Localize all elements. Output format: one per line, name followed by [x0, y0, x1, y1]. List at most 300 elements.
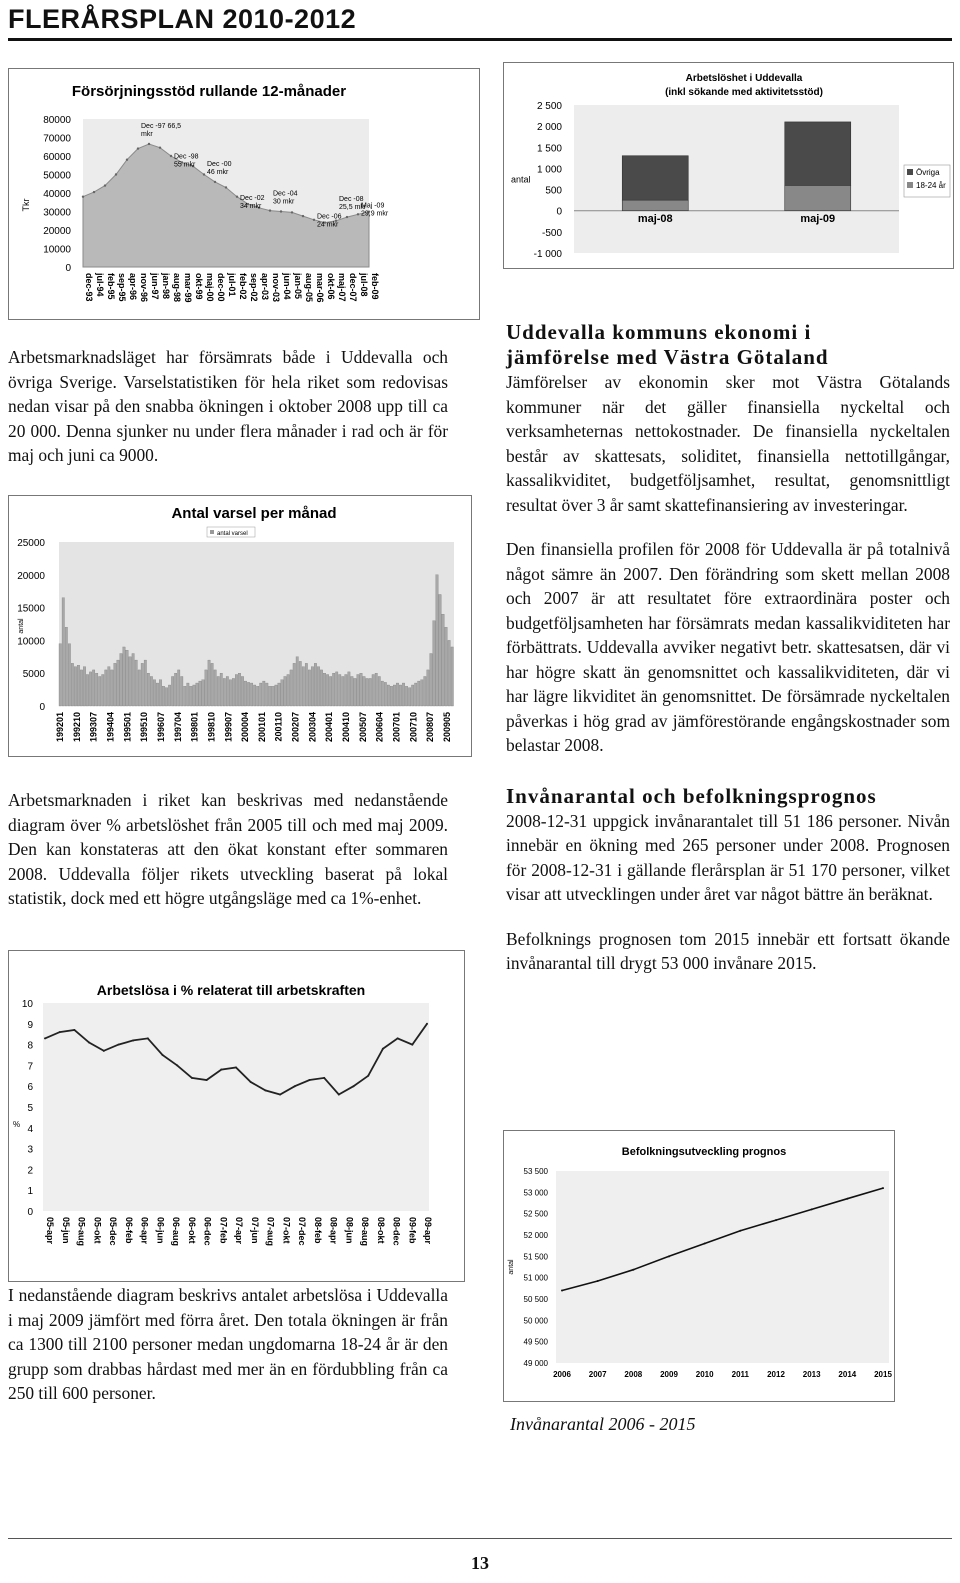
x-tick-label: aug-98	[172, 273, 182, 303]
x-tick-label: 199810	[206, 712, 217, 743]
page-title: FLERÅRSPLAN 2010-2012	[8, 4, 357, 34]
x-tick-label: 2013	[802, 1370, 821, 1379]
bar	[329, 676, 331, 706]
chart-subtitle: (inkl sökande med aktivitetsstöd)	[665, 87, 823, 98]
bar	[89, 672, 91, 706]
x-tick-label: 200410	[341, 712, 352, 743]
x-tick-label: 200710	[408, 712, 419, 743]
y-tick-label: 30000	[43, 207, 71, 219]
annotation-label: 24 mkr	[317, 221, 339, 229]
annotation-label: 29,9 mkr	[361, 210, 389, 218]
bar	[102, 675, 104, 706]
data-point	[811, 1208, 813, 1210]
bar	[284, 676, 286, 706]
y-axis-label: Tkr	[21, 198, 31, 212]
data-point	[104, 184, 106, 186]
bar	[247, 682, 249, 706]
data-point	[214, 181, 216, 183]
bar	[299, 661, 301, 706]
x-tick-label: 199307	[88, 712, 99, 743]
forsorjningsstod-chart	[8, 68, 480, 320]
bar	[399, 685, 401, 706]
y-tick-label: 5000	[22, 669, 45, 681]
y-tick-label: 10	[21, 999, 33, 1010]
bar	[114, 663, 116, 706]
bar	[174, 673, 176, 706]
y-tick-label: 15000	[17, 603, 45, 615]
y-tick-label: 3	[27, 1144, 33, 1156]
bar	[442, 614, 444, 706]
data-point	[367, 1075, 369, 1077]
bar	[257, 686, 259, 706]
y-tick-label: 40000	[43, 189, 71, 200]
legend-swatch-18-24	[907, 182, 913, 188]
y-tick-label: 1 500	[536, 143, 562, 155]
x-tick-label: apr-96	[128, 273, 138, 301]
x-tick-label: mar-06	[315, 273, 325, 303]
y-tick-label: 60000	[43, 152, 71, 163]
bar	[345, 675, 347, 706]
data-point	[302, 215, 304, 217]
bar	[65, 627, 67, 706]
y-tick-label: 52 000	[523, 1231, 548, 1240]
chart-title: Arbetslösa i % relaterat till arbetskraften	[96, 982, 366, 998]
x-tick-label: jul-08	[359, 273, 369, 297]
x-tick-label: 06-jun	[155, 1217, 166, 1244]
data-point	[170, 155, 172, 157]
data-point	[338, 1094, 340, 1096]
left-text-1: Arbetsmarknadsläget har försämrats både i Uddevalla och övriga Sverige. Varselstatistiken för hela riket som redovisas nedan visar på den snabba ökningen i oktober 2008 upp till ca 20 000. Denna sjunker nu under flera månader i rad och är för maj och juni ca 9000.	[8, 347, 448, 465]
data-point	[846, 1198, 848, 1200]
bar	[311, 667, 313, 706]
befolkning-chart	[503, 1130, 895, 1402]
bar	[95, 673, 97, 706]
x-tick-label: 05-jun	[60, 1217, 71, 1244]
bar	[111, 670, 113, 706]
bar	[302, 667, 304, 706]
bar	[165, 688, 167, 706]
x-tick-label: 07-jun	[249, 1217, 260, 1244]
bar	[250, 683, 252, 706]
x-tick-label: 2009	[660, 1370, 678, 1379]
bar	[293, 663, 295, 706]
data-point	[162, 1054, 164, 1056]
arbetslosa-procent-chart	[8, 950, 465, 1282]
chart-title: Antal varsel per månad	[171, 505, 337, 522]
bar	[314, 663, 316, 706]
x-tick-label: 199210	[71, 712, 82, 743]
x-tick-label: 08-okt	[375, 1217, 386, 1244]
chart-title: Arbetslöshet i Uddevalla	[685, 73, 803, 84]
y-tick-label: 8	[27, 1040, 33, 1052]
bar	[290, 670, 292, 706]
x-tick-label: 199607	[155, 712, 166, 743]
x-tick-label: 05-apr	[45, 1217, 55, 1245]
x-tick-label: 2006	[553, 1370, 571, 1379]
bar	[123, 647, 125, 706]
x-tick-label: jan-98	[161, 273, 171, 300]
economy-heading-line-2: jämförelse med Västra Götaland	[506, 345, 829, 369]
annotation-label: mkr	[141, 130, 153, 138]
bar	[171, 676, 173, 706]
bar	[138, 670, 140, 706]
data-point	[44, 1037, 46, 1039]
x-tick-label: 06-okt	[186, 1217, 197, 1244]
legend-swatch-ovriga	[907, 169, 913, 175]
bar	[418, 681, 420, 706]
data-point	[323, 1077, 325, 1079]
y-tick-label: 49 500	[523, 1337, 548, 1347]
bar	[196, 683, 198, 706]
economy-heading	[506, 320, 950, 370]
bar	[421, 680, 423, 706]
data-point	[739, 1230, 741, 1232]
x-tick-label: 07-aug	[265, 1217, 276, 1247]
data-point	[313, 219, 315, 221]
data-point	[291, 211, 293, 213]
y-tick-label: 0	[556, 206, 562, 218]
x-tick-label: 09-apr	[423, 1217, 433, 1245]
bar	[126, 650, 128, 706]
y-tick-label: 20000	[17, 570, 45, 582]
bar	[308, 670, 310, 706]
x-tick-label: 07-feb	[218, 1217, 229, 1244]
y-tick-label: 51 000	[523, 1273, 548, 1283]
x-tick-label: sep-02	[249, 273, 259, 302]
bar	[74, 667, 76, 706]
bar	[129, 657, 131, 706]
bar	[351, 676, 353, 706]
y-tick-label: 0	[39, 702, 45, 713]
bar	[381, 681, 383, 706]
x-tick-label: 07-dec	[297, 1217, 307, 1246]
bar	[99, 676, 101, 706]
bar	[135, 660, 137, 706]
x-tick-label: 199801	[189, 712, 200, 743]
bar	[278, 683, 280, 706]
data-point	[236, 196, 238, 198]
bar	[226, 676, 228, 706]
annotation-label: 25,5 mkr	[339, 204, 367, 212]
bar	[387, 685, 389, 706]
y-tick-label: 2	[27, 1165, 33, 1177]
y-tick-label: 50000	[43, 170, 71, 182]
data-point	[225, 186, 227, 188]
bar	[433, 621, 435, 706]
bar	[402, 683, 404, 706]
y-tick-label: 10000	[43, 244, 71, 256]
data-point	[250, 1081, 252, 1083]
x-tick-label: 200905	[442, 712, 452, 743]
data-point	[882, 1187, 884, 1189]
annotation-label: Dec -04	[273, 190, 298, 198]
data-point	[426, 1023, 428, 1025]
x-tick-label: 2010	[695, 1370, 714, 1379]
data-point	[132, 1039, 134, 1041]
arbetslosa-procent-svg	[9, 951, 464, 1281]
legend-label: antal varsel	[217, 531, 248, 537]
data-point	[411, 1044, 413, 1046]
left-paragraph-2	[8, 788, 448, 931]
y-axis-label: %	[13, 1120, 21, 1129]
x-tick-label: 2007	[588, 1370, 607, 1379]
y-tick-label: 2 000	[536, 122, 562, 134]
bar	[83, 667, 85, 706]
x-tick-label: 199907	[223, 712, 234, 743]
bar	[181, 676, 183, 706]
bar	[150, 676, 152, 706]
bar	[354, 678, 356, 706]
bar	[375, 673, 377, 706]
data-point	[220, 1069, 222, 1071]
bar	[390, 686, 392, 706]
x-tick-label: jun-04	[282, 273, 292, 300]
bar	[77, 665, 79, 706]
bar-18-24	[622, 200, 688, 211]
left-text-2: Arbetsmarknaden i riket kan beskrivas med nedanstående diagram över % arbetslöshet från 2005 till och med maj 2009. Den kan konstateras att den ökat konstant efter sommaren 2008. Uddevalla följer rikets utveckling baserat på lokal statistik, dock med ett högre utgångsläge med ca 1%-enhet.	[8, 790, 448, 908]
bar	[281, 680, 283, 706]
bar	[105, 670, 107, 706]
x-tick-label: apr-03	[260, 273, 270, 301]
bar	[68, 644, 70, 706]
y-axis-label: antal	[18, 618, 25, 634]
y-axis-label: antal	[511, 174, 531, 185]
right-text-1: Jämförelser av ekonomin sker mot Västra Götalands kommuner när det gäller finansiella nyckeltal och verksamheternas nettokostnader. De finansiella nyckeltalen består av skattesats, soliditet, finansiella nettotillgångar, kassalikviditet, budgetföljsamhet, resultat, genomsnittligt resultat över 3 år samt skattefinansiering av investeringar.	[506, 372, 950, 515]
y-tick-label: 500	[545, 185, 562, 197]
bar	[439, 594, 441, 706]
y-tick-label: 6	[27, 1082, 33, 1094]
economy-heading-line-1: Uddevalla kommuns ekonomi i	[506, 320, 812, 344]
page-header	[8, 4, 952, 42]
footer-rule	[8, 1538, 952, 1539]
bar	[168, 685, 170, 706]
data-point	[269, 209, 271, 211]
bar-18-24	[785, 185, 851, 210]
data-point	[93, 191, 95, 193]
bar	[339, 675, 341, 706]
x-tick-label: 199404	[105, 712, 116, 743]
bar	[336, 672, 338, 706]
x-tick-label: 08-aug	[360, 1217, 370, 1247]
bar	[408, 688, 410, 706]
x-tick-label: mar-99	[183, 273, 193, 303]
x-category-label: maj-09	[800, 213, 836, 226]
data-point	[235, 1066, 237, 1068]
bar	[269, 686, 271, 706]
data-point	[206, 1079, 208, 1081]
data-point	[176, 1064, 178, 1066]
annotation-label: Dec -02	[240, 195, 265, 203]
bar	[378, 676, 380, 706]
y-tick-label: 53 000	[523, 1188, 548, 1198]
data-point	[294, 1085, 296, 1087]
y-tick-label: 80000	[43, 115, 71, 126]
y-tick-label: 50 500	[523, 1295, 548, 1304]
x-tick-label: 200401	[324, 712, 335, 743]
annotation-label: Dec -98	[174, 153, 199, 161]
bar	[86, 675, 88, 706]
y-tick-label: -500	[541, 227, 562, 239]
y-tick-label: 52 500	[523, 1209, 548, 1219]
data-point	[59, 1031, 61, 1033]
y-tick-label: 9	[27, 1019, 33, 1031]
bar	[235, 675, 237, 706]
bar	[132, 654, 134, 706]
plot-area	[43, 1003, 429, 1211]
y-axis-label: antal	[508, 1259, 515, 1275]
data-point	[775, 1219, 777, 1221]
x-tick-label: 06-feb	[123, 1217, 134, 1244]
bar	[451, 647, 453, 706]
bar	[117, 660, 119, 706]
y-tick-label: 10000	[17, 636, 45, 648]
bar	[326, 675, 328, 706]
data-point	[147, 1037, 149, 1039]
bar	[187, 683, 189, 706]
bar	[296, 657, 298, 706]
right-text-3: 2008-12-31 uppgick invånarantalet till 51 186 personer. Nivån innebär en ökning med 265 personer under 2008. Prognosen för 2008-12-31 i gällande flerårsplan är 51 170 personer, vilket visar att utvecklingen under året var något bättre än beräknat.	[506, 810, 950, 904]
x-tick-label: 08-dec	[391, 1217, 402, 1246]
left-paragraph-3	[8, 1283, 448, 1426]
y-tick-label: 50 000	[523, 1316, 548, 1326]
x-tick-label: 06-aug	[171, 1217, 181, 1247]
x-tick-label: 200701	[391, 712, 402, 743]
bar	[411, 685, 413, 706]
data-point	[191, 1077, 193, 1079]
bar	[287, 675, 289, 706]
bar	[80, 670, 82, 706]
x-tick-label: aug-05	[304, 273, 314, 303]
legend-label-ovriga: Övriga	[916, 168, 940, 177]
y-tick-label: 1 000	[536, 164, 562, 176]
right-text-4: Befolknings prognosen tom 2015 innebär ett fortsatt ökande invånarantal till drygt 53 000 invånare 2015.	[506, 928, 950, 973]
data-point	[103, 1050, 105, 1052]
bar	[366, 678, 368, 706]
x-tick-label: 05-okt	[92, 1217, 103, 1244]
bar	[208, 660, 210, 706]
y-tick-label: 49 000	[523, 1359, 548, 1368]
bar	[372, 675, 374, 706]
x-tick-label: 200110	[273, 712, 284, 742]
data-point	[279, 1094, 281, 1096]
x-tick-label: 199510	[139, 712, 150, 743]
bar	[323, 673, 325, 706]
data-point	[668, 1255, 670, 1257]
bar	[384, 682, 386, 706]
bar	[396, 683, 398, 706]
y-tick-label: 0	[65, 263, 71, 274]
data-point	[203, 173, 205, 175]
chart-title: Befolkningsutveckling prognos	[621, 1146, 787, 1158]
data-point	[159, 146, 161, 148]
bar	[178, 670, 180, 706]
y-tick-label: 20000	[43, 226, 71, 237]
bar	[445, 627, 447, 706]
y-tick-label: 70000	[43, 133, 71, 145]
data-point	[346, 216, 348, 218]
x-tick-label: 199201	[55, 712, 65, 743]
x-tick-label: 2012	[767, 1370, 785, 1379]
bar	[260, 683, 262, 706]
x-tick-label: nov-96	[139, 273, 149, 303]
bar	[266, 683, 268, 706]
x-tick-label: feb-02	[238, 273, 248, 300]
data-point	[73, 1029, 75, 1031]
x-tick-label: 200304	[307, 712, 318, 743]
annotation-label: Maj -09	[361, 202, 385, 210]
x-tick-label: 05-dec	[108, 1217, 118, 1246]
bar	[317, 667, 319, 706]
bar	[393, 685, 395, 706]
bar	[430, 654, 432, 706]
bar	[229, 680, 231, 706]
data-point	[397, 1037, 399, 1039]
bar	[320, 670, 322, 706]
x-tick-label: sep-95	[117, 273, 127, 302]
bar	[272, 686, 274, 706]
annotation-label: Dec -97 66,5	[141, 122, 182, 130]
bar	[427, 670, 429, 706]
x-tick-label: 200207	[290, 712, 301, 743]
bar	[62, 598, 64, 706]
befolkning-svg	[504, 1131, 894, 1401]
bar	[253, 685, 255, 706]
bar	[159, 680, 161, 706]
bar	[108, 667, 110, 706]
bar	[232, 678, 234, 706]
annotation-label: 46 mkr	[207, 168, 229, 176]
bar	[144, 660, 146, 706]
bar	[190, 686, 192, 706]
forsorjningsstod-svg	[9, 69, 479, 319]
bar	[202, 680, 204, 706]
bar	[241, 676, 243, 706]
x-tick-label: 08-jun	[344, 1217, 355, 1244]
y-tick-label: 51 500	[523, 1252, 548, 1262]
data-point	[561, 1289, 563, 1291]
x-tick-label: 08-apr	[328, 1217, 339, 1245]
y-tick-label: 53 500	[523, 1167, 548, 1176]
population-heading: Invånarantal och befolkningsprognos	[506, 783, 877, 808]
bar	[214, 670, 216, 706]
x-tick-label: okt-99	[194, 273, 204, 300]
x-tick-label: feb-95	[106, 273, 116, 300]
x-tick-label: 2014	[838, 1370, 857, 1379]
x-tick-label: 200604	[374, 712, 385, 743]
x-tick-label: maj-07	[337, 273, 347, 302]
data-point	[382, 1048, 384, 1050]
x-tick-label: 200004	[240, 712, 251, 743]
page-number: 13	[471, 1553, 489, 1573]
bar	[120, 654, 122, 706]
bar	[199, 681, 201, 706]
x-tick-label: 199704	[172, 712, 183, 743]
y-tick-label: 0	[27, 1207, 33, 1218]
x-tick-label: 05-aug	[76, 1217, 87, 1247]
x-tick-label: 08-feb	[312, 1217, 323, 1244]
bar	[217, 676, 219, 706]
arbetsloshet-chart	[503, 62, 954, 269]
annotation-label: 34 mkr	[240, 203, 262, 211]
right-text-2: Den finansiella profilen för 2008 för Uddevalla är på totalnivå något sämre än 2007. Den förändring som skett mellan 2008 och 2007 är att resultatet före extraordinära poster och budgetföljsamheten har försämrats medan kassalikviditeten har förbättrats. Uddevalla avviker negativt betr. skattesatsen, där vi har högre skatt än genomsnittet och kassalikviditeten, där vi har lägre likviditet än genomsnittet. De försämrade nyckeltalen påverkas i hög grad av jämförestörande engångskostnader som belastar 2008.	[506, 539, 950, 755]
annotation-label: 55 mkr	[174, 161, 196, 169]
right-column	[506, 320, 950, 996]
bar	[348, 672, 350, 706]
header-rule	[8, 38, 952, 41]
annotation-label: Dec -06	[317, 213, 342, 221]
varsel-svg	[9, 496, 471, 756]
bar	[405, 686, 407, 706]
